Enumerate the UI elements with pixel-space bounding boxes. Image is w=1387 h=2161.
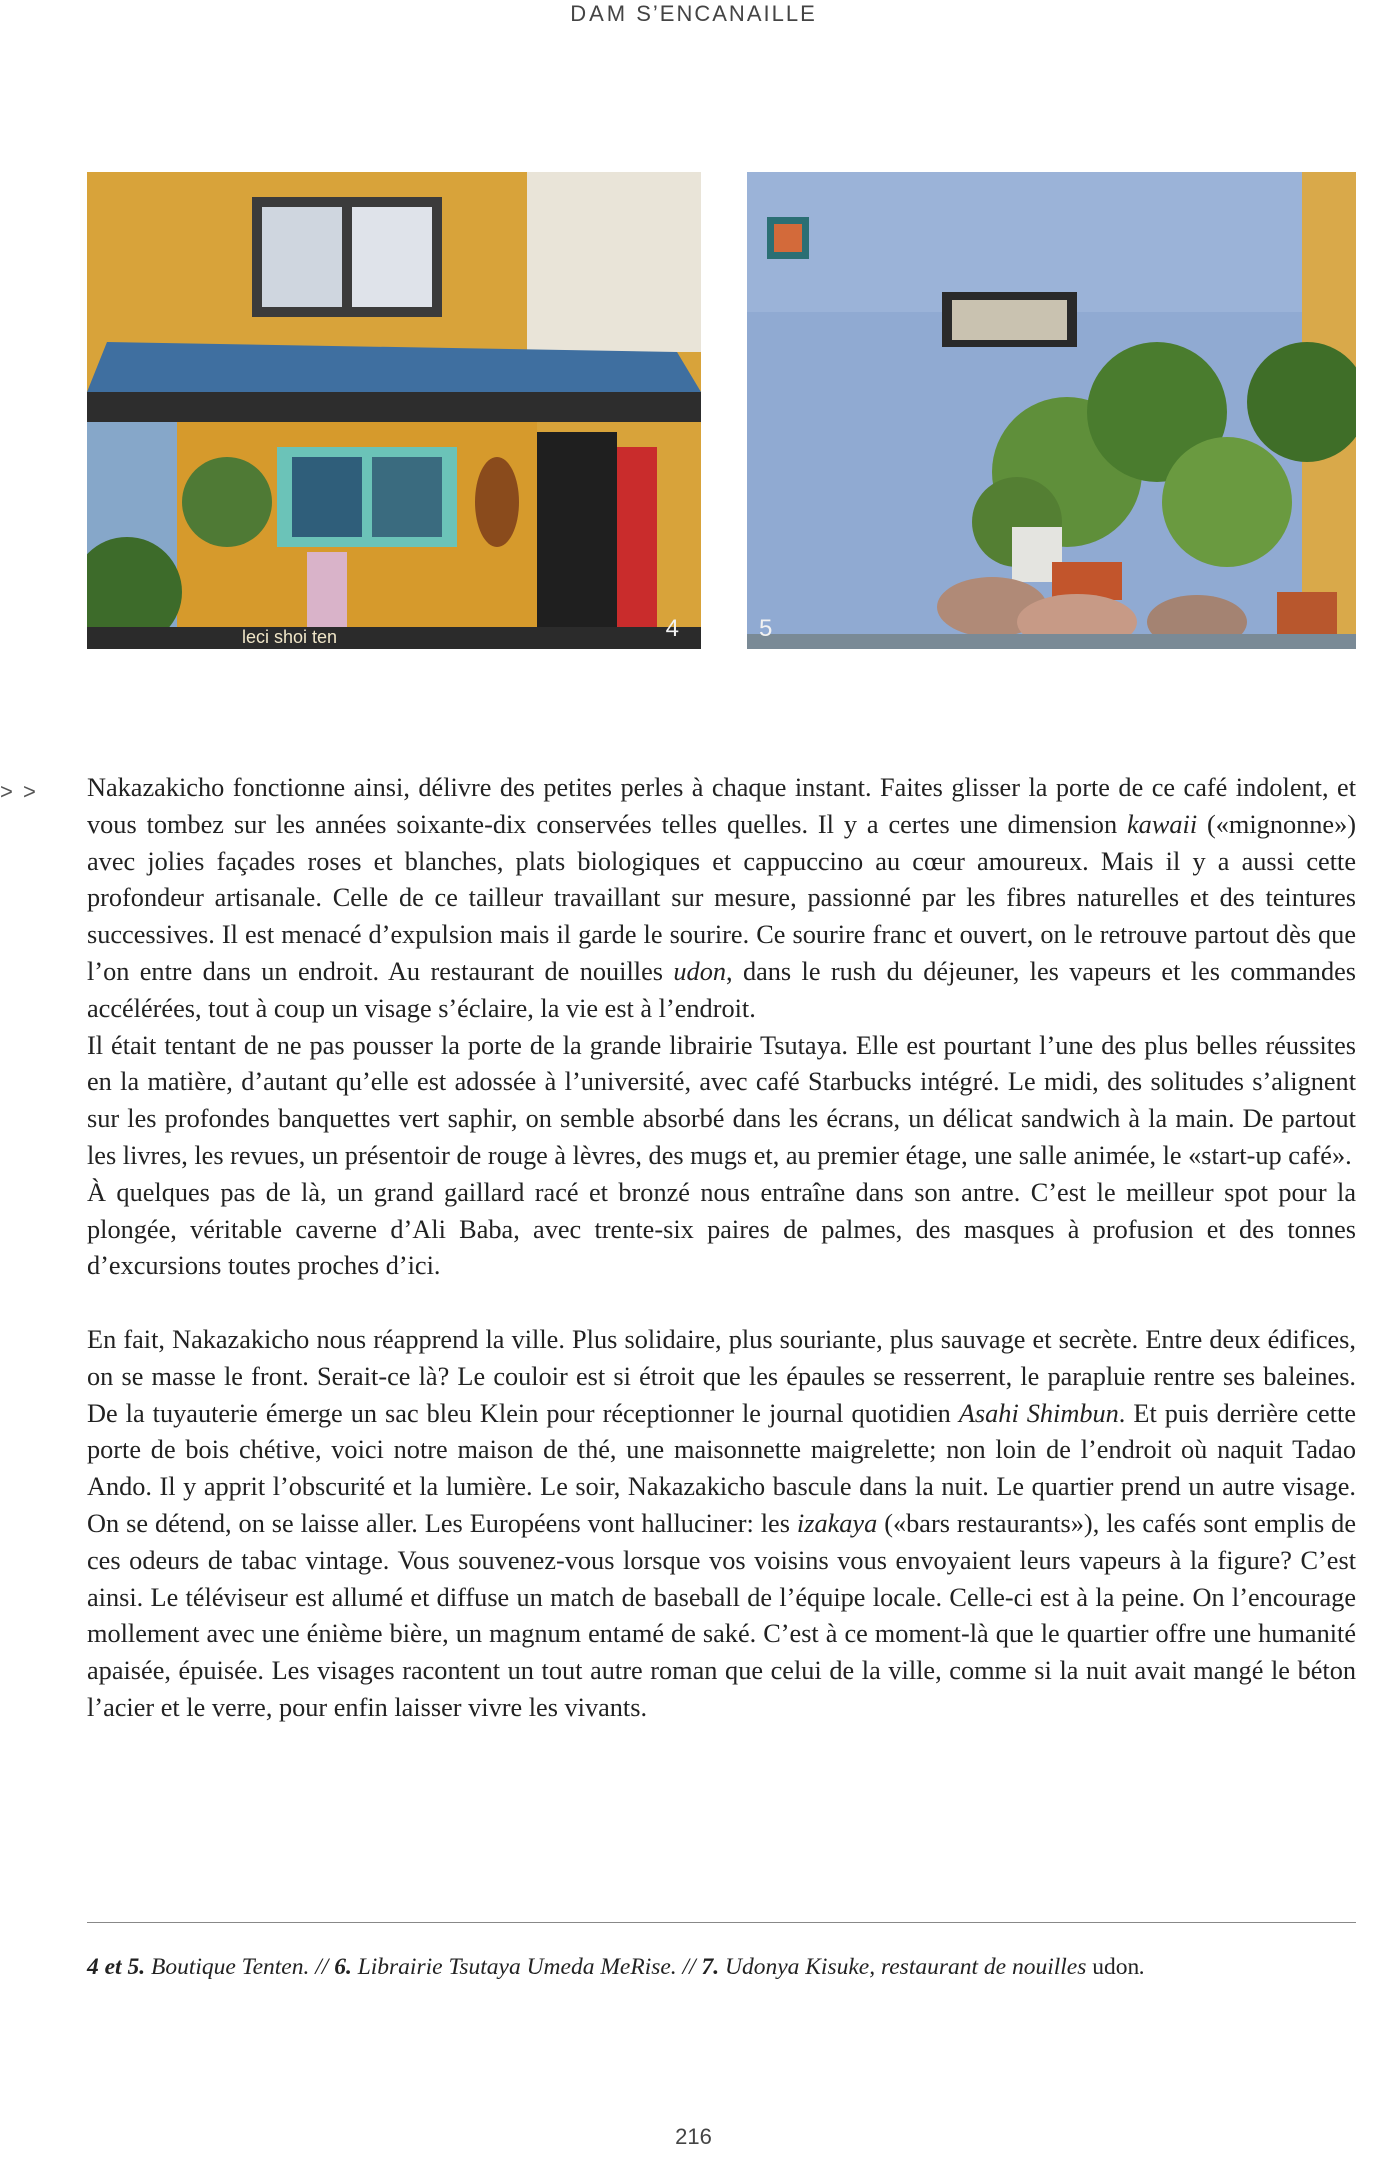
shop-facade-illustration xyxy=(87,172,701,649)
text-run: Nakazakicho fonctionne ainsi, délivre des petites perles à chaque instant. Faites glisser la porte de ce café indolent, et vous tombez sur les années soixante-dix conservées telles quelles. Il y a certes une dimension xyxy=(87,773,1356,839)
italic-term: izakaya xyxy=(796,1508,878,1538)
caption-text: . xyxy=(1139,1954,1146,1980)
photo-number: 4 xyxy=(665,615,679,642)
blue-wall-illustration xyxy=(747,172,1356,649)
text-run: En fait, Nakazakicho nous réapprend la ville. Plus solidaire, plus souriante, plus sauvage et secrète. Entre deux édifices, on se masse le front. Serait-ce là? Le couloir est si étroit que les épaules se resserrent, le parapluie rentre ses baleines. De la tuyauterie émerge un sac bleu Klein pour réceptionner le journal quotidien xyxy=(87,1324,1356,1428)
caption-number: 4 et 5. xyxy=(87,1954,146,1980)
paragraph xyxy=(87,1028,1356,1175)
italic-term: udon xyxy=(673,956,726,986)
article-body xyxy=(87,770,1356,1727)
paragraph xyxy=(87,1322,1356,1727)
section-title: S’ENCANAILLE xyxy=(636,1,817,26)
caption-number: 6. xyxy=(334,1954,352,1980)
text-run: , dans le rush du déjeuner, les vapeurs et les commandes accélérées, tout à coup un visage s’éclaire, la vie est à l’endroit. xyxy=(87,956,1356,1023)
italic-term: kawaii xyxy=(1127,809,1198,839)
photo-captions xyxy=(87,1951,1356,1983)
caption-number: 7. xyxy=(701,1954,720,1980)
caption-term: udon xyxy=(1092,1954,1140,1980)
text-run: Il était tentant de ne pas pousser la porte de la grande librairie Tsutaya. Elle est pourtant l’une des plus belles réussites en la matière, d’autant qu’elle est adossée à l’université, avec café Starbucks intégré. Le midi, des solitudes s’alignent sur les profondes banquettes vert saphir, on semble absorbé dans les écrans, un délicat sandwich à la main. De partout les livres, les revues, un présentoir de rouge à lèvres, des mugs et, au premier étage, une salle animée, le «start-up café». xyxy=(87,1030,1356,1170)
text-run: À quelques pas de là, un grand gaillard racé et bronzé nous entraîne dans son antre. C’est le meilleur spot pour la plongée, véritable caverne d’Ali Baba, avec trente-six paires de palmes, des masques à profusion et des tonnes d’excursions toutes proches d’ici. xyxy=(87,1177,1356,1281)
paragraph xyxy=(87,1175,1356,1285)
magazine-brand: DAM xyxy=(570,1,629,26)
shop-sign-text: leci shoi ten xyxy=(242,627,338,647)
caption-text: Udonya Kisuke, restaurant de nouilles xyxy=(719,1954,1093,1980)
running-head xyxy=(0,0,1387,28)
photo-number: 5 xyxy=(759,615,773,642)
photo-blue-wall-plants xyxy=(747,172,1356,649)
page-number: 216 xyxy=(675,2124,712,2149)
photo-shop-tenten-facade xyxy=(87,172,701,649)
text-run: («bars restaurants»), les cafés sont emplis de ces odeurs de tabac vintage. Vous souvenez-vous lorsque vos voisins vous envoyaient leurs vapeurs à la figure? C’est ainsi. Le téléviseur est allumé et diffuse un match de baseball de l’équipe locale. Celle-ci est à la peine. On l’encourage mollement avec une énième bière, un magnum entamé de saké. C’est à ce moment-là que le quartier offre une humanité apaisée, épuisée. Les visages racontent un tout autre roman que celui de la ville, comme si la nuit avait mangé le béton l’acier et le verre, pour enfin laisser vivre les vivants. xyxy=(87,1508,1356,1722)
text-run: («mignonne») avec jolies façades roses et blanches, plats biologiques et cappuccino au cœur amoureux. Mais il y a aussi cette profondeur artisanale. Celle de ce tailleur travaillant sur mesure, passionné par les fibres naturelles et des teintures successives. Il est menacé d’expulsion mais il garde le sourire. Ce sourire franc et ouvert, on le retrouve partout dès que l’on entre dans un endroit. Au restaurant de nouilles xyxy=(87,809,1357,986)
caption-divider xyxy=(87,1922,1356,1923)
continuation-marker: > > xyxy=(0,779,38,804)
caption-text: Boutique Tenten. // xyxy=(145,1954,335,1980)
caption-text: Librairie Tsutaya Umeda MeRise. // xyxy=(351,1954,702,1980)
italic-term: Asahi Shimbun xyxy=(958,1398,1119,1428)
text-run: . Et puis derrière cette porte de bois chétive, voici notre maison de thé, une maisonnette maigrelette; non loin de l’endroit où naquit Tadao Ando. Il y apprit l’obscurité et la lumière. Le soir, Nakazakicho bascule dans la nuit. Le quartier prend un autre visage. On se détend, on se laisse aller. Les Européens vont halluciner: les xyxy=(87,1398,1356,1538)
paragraph xyxy=(87,770,1356,1028)
